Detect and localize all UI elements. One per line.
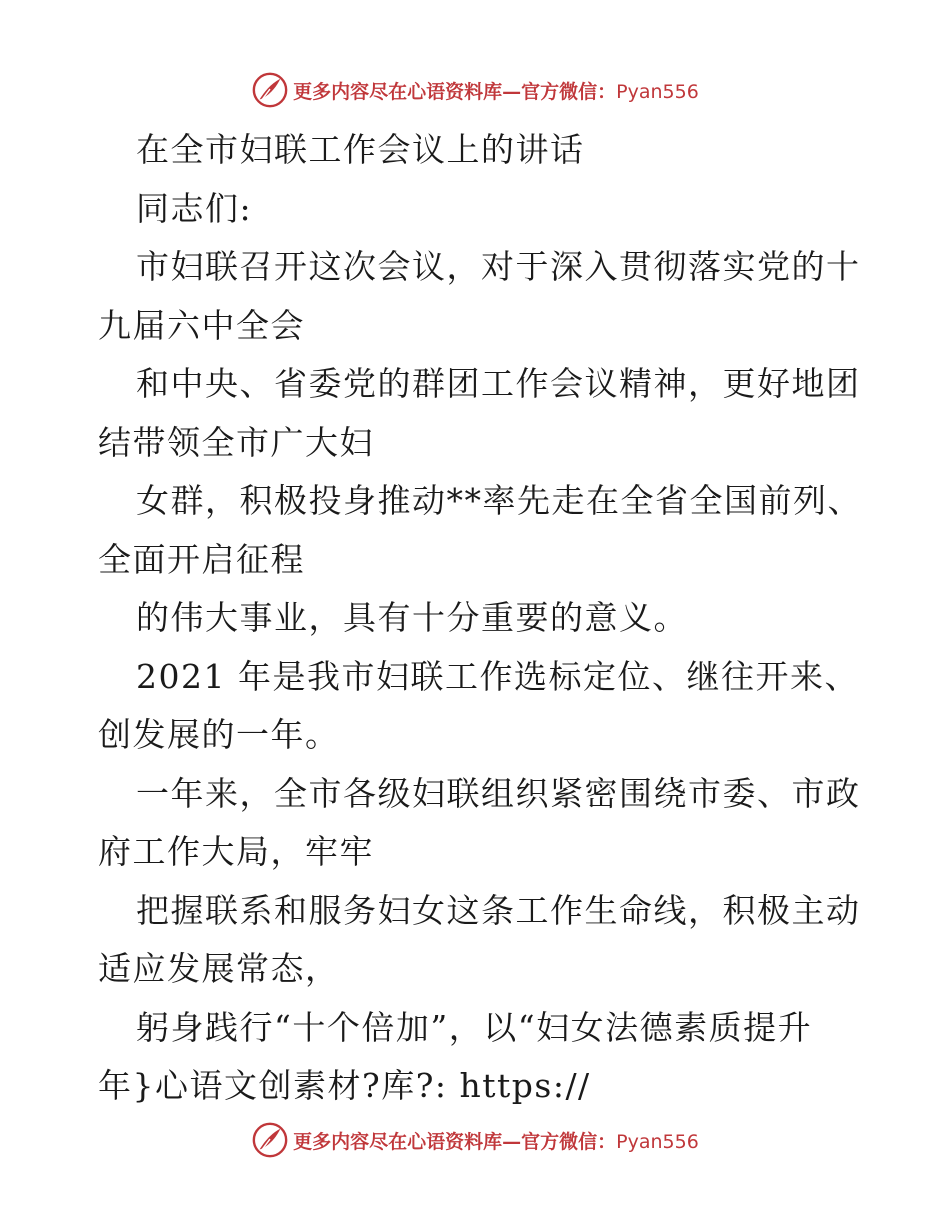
banner-text: 更多内容尽在心语资料库—官方微信：Pyan556 [293,1130,699,1153]
document-line: 年}心语文创素材?库?: https:// [98,1066,591,1105]
document-line: 适应发展常态， [98,949,340,988]
document-line: 在全市妇联工作会议上的讲话 [136,130,585,169]
document-line: 的伟大事业，具有十分重要的意义。 [136,598,688,637]
document-line: 府工作大局，牢牢 [98,832,374,871]
document-line: 躬身践行“十个倍加”，以“妇女法德素质提升 [136,1007,813,1047]
document-line: 2021 年是我市妇联工作选标定位、继往开来、 [136,656,859,696]
banner-handle: Pyan556 [616,80,699,103]
document-line: 市妇联召开这次会议，对于深入贯彻落实党的十 [136,247,861,286]
banner-handle: Pyan556 [616,1130,699,1153]
banner-text: 更多内容尽在心语资料库—官方微信：Pyan556 [293,80,699,103]
header-watermark-banner [0,68,950,112]
document-line: 九届六中全会 [98,305,305,345]
document-line: 结带领全市广大妇 [98,422,374,462]
feather-pen-logo-icon [251,1121,289,1159]
document-line: 和中央、省委党的群团工作会议精神，更好地团 [136,364,861,403]
document-line: 把握联系和服务妇女这条工作生命线，积极主动 [136,890,861,930]
document-line: 全面开启征程 [98,539,305,579]
document-line: 同志们: [136,188,253,228]
document-line: 创发展的一年。 [98,715,340,754]
feather-pen-logo-icon [251,71,289,109]
footer-watermark-banner [0,1118,950,1162]
document-line: 女群，积极投身推动**率先走在全省全国前列、 [136,481,862,520]
document-body [98,121,862,1116]
document-line: 一年来，全市各级妇联组织紧密围绕市委、市政 [136,773,861,813]
